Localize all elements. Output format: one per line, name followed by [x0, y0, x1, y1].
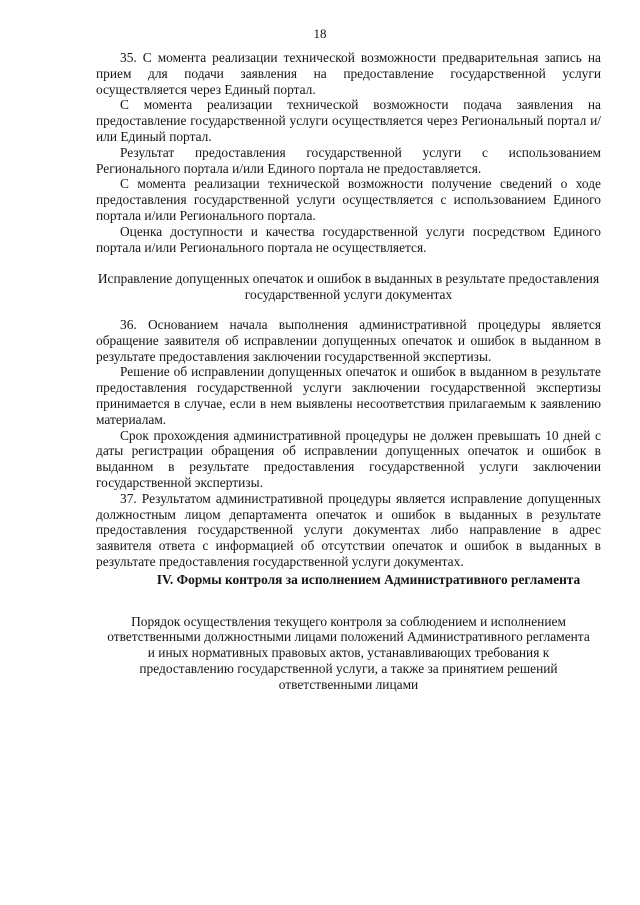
- paragraph-35-online-appointment: 35. С момента реализации технической возможности предварительная запись на прием для подачи заявления на предоставление государственной услуги осуществляется через Единый портал.: [96, 50, 601, 97]
- paragraph-progress-info: С момента реализации технической возможности получение сведений о ходе предоставления государственной услуги осуществляется с использованием Единого портала и/или Регионального портала.: [96, 176, 601, 223]
- document-body: [96, 50, 601, 692]
- section-title-iv: IV. Формы контроля за исполнением Административного регламента: [156, 571, 581, 587]
- paragraph-37-result: 37. Результатом административной процедуры является исправление допущенных должностным лицом департамента опечаток и ошибок в выданных в результате предоставления государственной услуги документах либо направление в адрес заявителя ответа с информацией об отсутствии опечаток и ошибок в выданных в результате предоставления государственной услуги документах.: [96, 490, 601, 569]
- paragraph-result-not-provided: Результат предоставления государственной услуги с использованием Регионального портала и/или Единого портала не предоставляется.: [96, 144, 601, 176]
- paragraph-36-grounds: 36. Основанием начала выполнения административной процедуры является обращение заявителя об исправлении допущенных опечаток и ошибок в выданном в результате предоставления заключении государственной экспертизы.: [96, 316, 601, 364]
- paragraph-quality-assessment: Оценка доступности и качества государственной услуги посредством Единого портала и/или Регионального портала не осуществляется.: [96, 223, 601, 255]
- subheading-control-procedure: Порядок осуществления текущего контроля за соблюдением и исполнением ответственными должностными лицами положений Административного регламента и иных нормативных правовых актов, устанавливающих требования к предоставлению государственной услуги, а также за принятием решений ответственными лицами: [107, 613, 590, 692]
- paragraph-procedure-deadline: Срок прохождения административной процедуры не должен превышать 10 дней с даты регистрации обращения об исправлении допущенных опечаток и ошибок в выданном в результате предоставления государственной услуги заключении государственной экспертизы.: [96, 427, 601, 490]
- paragraph-correction-decision: Решение об исправлении допущенных опечаток и ошибок в выданном в результате предоставления государственной услуги заключении государственной экспертизы принимается в случае, если в нем выявлены несоответствия прилагаемым к заявлению материалам.: [96, 364, 601, 427]
- page-number: 18: [313, 26, 327, 41]
- subheading-corrections: Исправление допущенных опечаток и ошибок в выданных в результате предоставления государственной услуги документах: [97, 271, 600, 303]
- paragraph-online-application: С момента реализации технической возможности подача заявления на предоставление государственной услуги осуществляется через Региональный портал и/или Единый портал.: [96, 97, 601, 144]
